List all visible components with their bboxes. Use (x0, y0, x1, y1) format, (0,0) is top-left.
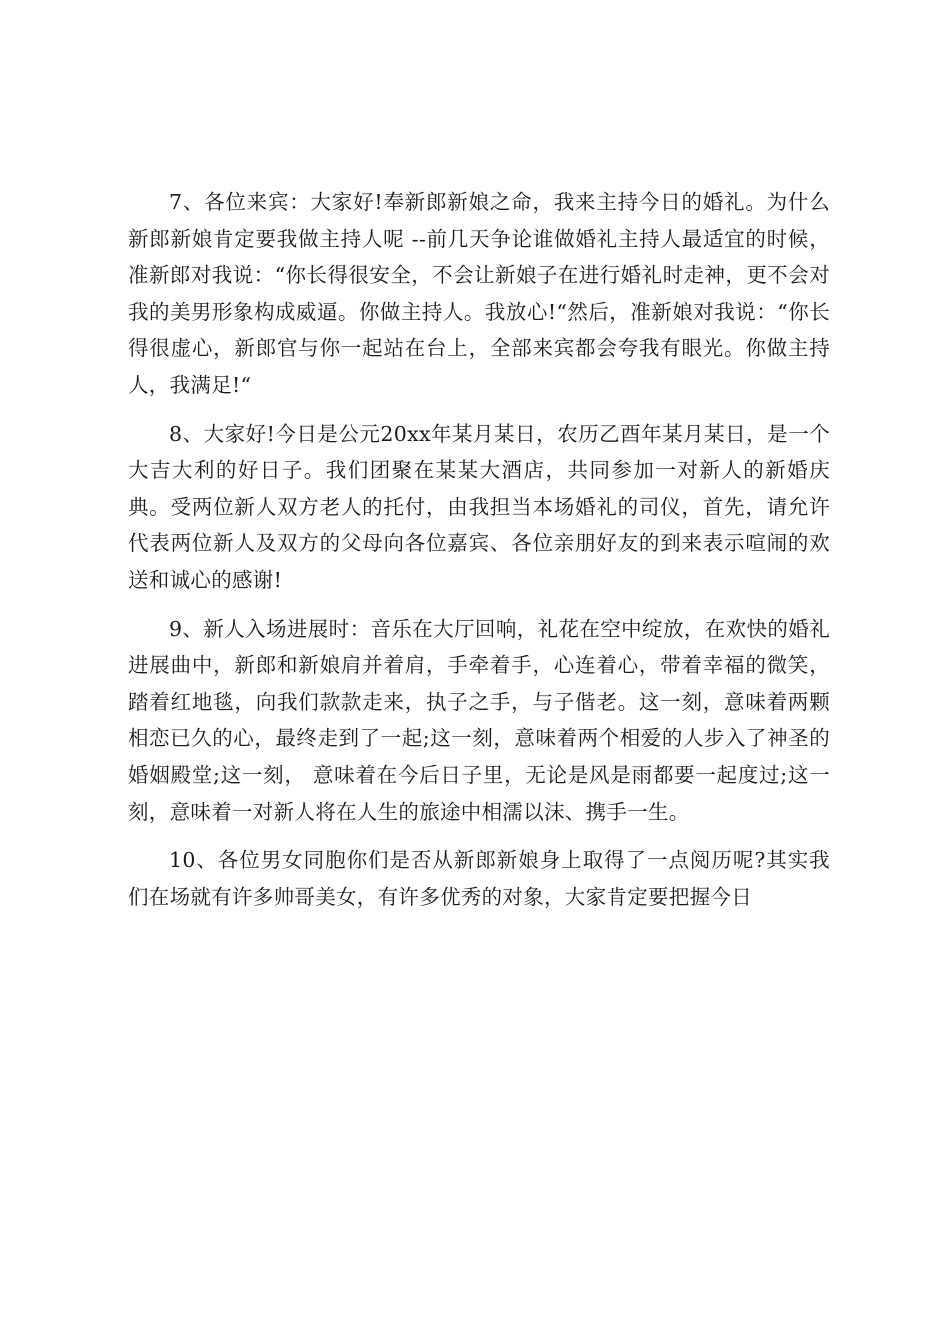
paragraph-8: 8、大家好!今日是公元20xx年某月某日，农历乙酉年某月某日，是一个大吉大利的好日子。我们团聚在某某大酒店，共同参加一对新人的新婚庆典。受两位新人双方老人的托付，由我担当本场婚礼的司仪，首先，请允许代表两位新人及双方的父母向各位嘉宾、各位亲朋好友的到来表示喧闹的欢送和诚心的感谢! (128, 421, 830, 592)
paragraph-9: 9、新人入场进展时：音乐在大厅回响，礼花在空中绽放，在欢快的婚礼进展曲中，新郎和新娘肩并着肩，手牵着手，心连着心，带着幸福的微笑，踏着红地毯，向我们款款走来，执子之手，与子偕老。这一刻，意味着两颗相恋已久的心，最终走到了一起;这一刻，意味着两个相爱的人步入了神圣的婚姻殿堂;这一刻， 意味着在今后日子里，无论是风是雨都要一起度过;这一刻，意味着一对新人将在人生的旅途中相濡以沫、携手一生。 (128, 616, 830, 824)
paragraph-10: 10、各位男女同胞你们是否从新郎新娘身上取得了一点阅历呢?其实我们在场就有许多帅哥美女，有许多优秀的对象，大家肯定要把握今日 (128, 848, 830, 909)
document-body (128, 184, 830, 927)
paragraph-7: 7、各位来宾：大家好!奉新郎新娘之命，我来主持今日的婚礼。为什么新郎新娘肯定要我做主持人呢 --前几天争论谁做婚礼主持人最适宜的时候，准新郎对我说：“你长得很安全，不会让新娘子在进行婚礼时走神，更不会对我的美男形象构成威逼。你做主持人。我放心!“然后，准新娘对我说：“你长得很虚心，新郎官与你一起站在台上，全部来宾都会夸我有眼光。你做主持人，我满足!“ (128, 190, 830, 397)
